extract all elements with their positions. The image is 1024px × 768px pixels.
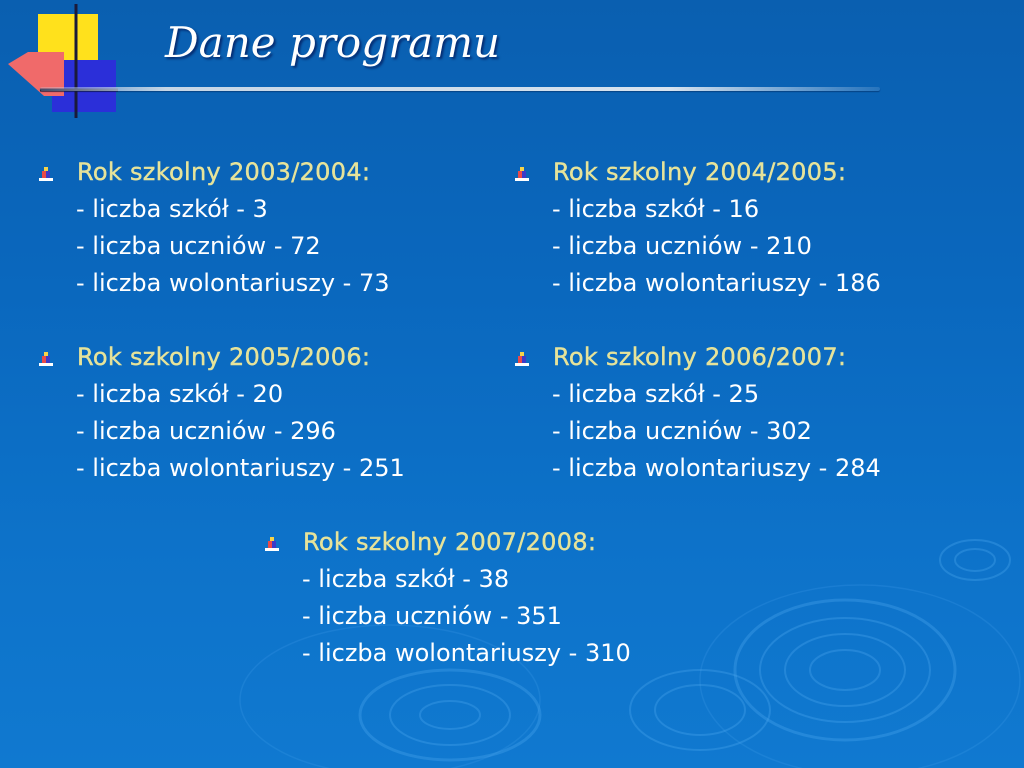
students-count: - liczba uczniów - 296 [76, 417, 336, 445]
students-count: - liczba uczniów - 302 [552, 417, 812, 445]
title-underline [40, 87, 880, 91]
year-heading-row [38, 339, 508, 376]
slide-title: Dane programu [165, 18, 501, 67]
year-block-2007-2008 [264, 524, 734, 672]
year-block-2004-2005 [514, 154, 984, 302]
bullet-icon [514, 352, 530, 367]
students-count: - liczba uczniów - 351 [302, 602, 562, 630]
year-heading: Rok szkolny 2007/2008: [303, 528, 597, 556]
volunteers-count: - liczba wolontariuszy - 251 [76, 454, 405, 482]
volunteers-count: - liczba wolontariuszy - 186 [552, 269, 881, 297]
students-count: - liczba uczniów - 210 [552, 232, 812, 260]
bullet-icon [264, 537, 280, 552]
bullet-icon [38, 352, 54, 367]
volunteers-count: - liczba wolontariuszy - 284 [552, 454, 881, 482]
schools-count: - liczba szkół - 38 [302, 565, 510, 593]
volunteers-count: - liczba wolontariuszy - 73 [76, 269, 390, 297]
year-heading: Rok szkolny 2004/2005: [553, 158, 847, 186]
students-count: - liczba uczniów - 72 [76, 232, 321, 260]
slide-corner-logo [0, 0, 130, 125]
year-block-2006-2007 [514, 339, 984, 487]
bullet-icon [514, 167, 530, 182]
year-heading-row [264, 524, 734, 561]
year-heading: Rok szkolny 2003/2004: [77, 158, 371, 186]
schools-count: - liczba szkół - 3 [76, 195, 268, 223]
year-heading: Rok szkolny 2005/2006: [77, 343, 371, 371]
year-heading: Rok szkolny 2006/2007: [553, 343, 847, 371]
year-block-2005-2006 [38, 339, 508, 487]
schools-count: - liczba szkół - 25 [552, 380, 760, 408]
volunteers-count: - liczba wolontariuszy - 310 [302, 639, 631, 667]
bullet-icon [38, 167, 54, 182]
year-heading-row [514, 154, 984, 191]
year-block-2003-2004 [38, 154, 508, 302]
year-heading-row [38, 154, 508, 191]
schools-count: - liczba szkół - 20 [76, 380, 284, 408]
schools-count: - liczba szkół - 16 [552, 195, 760, 223]
year-heading-row [514, 339, 984, 376]
